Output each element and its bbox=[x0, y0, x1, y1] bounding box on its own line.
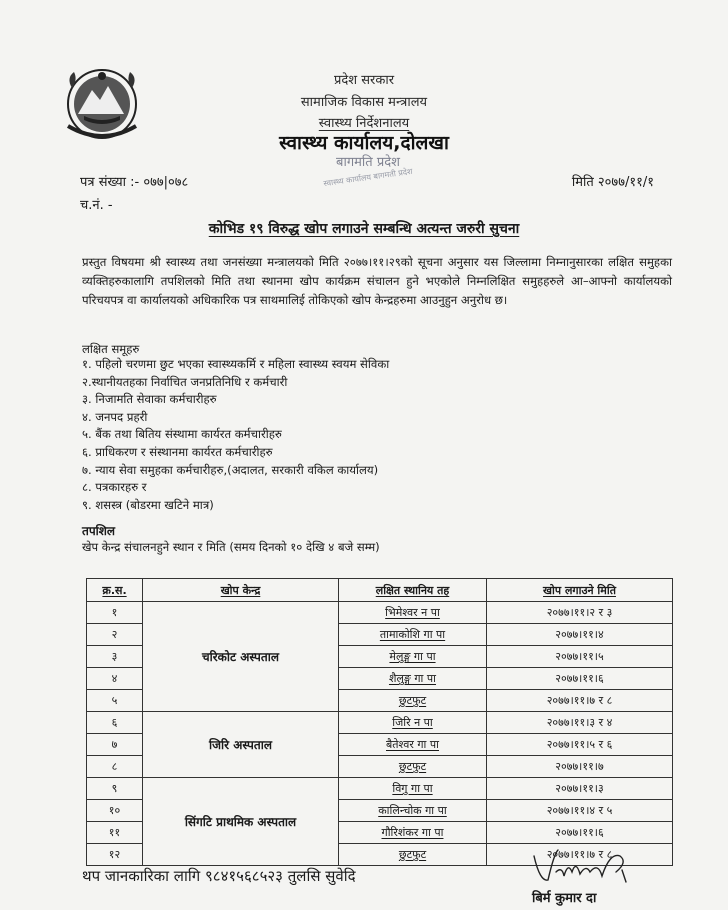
cell-sn: ९ bbox=[87, 778, 143, 800]
letter-date: मिति २०७७/११/१ bbox=[571, 175, 654, 190]
letter-number: पत्र संख्या :- ०७७|०७८ bbox=[80, 175, 189, 190]
list-item: ७. न्याय सेवा समुहका कर्मचारीहरु,(अदालत, सरकारी वकिल कार्यालय) bbox=[82, 462, 379, 477]
cell-target: भिमेश्वर न पा bbox=[339, 602, 487, 624]
cell-target: छुटफुट bbox=[339, 690, 487, 712]
target-groups-title: लक्षित समूहरु bbox=[82, 342, 140, 356]
list-item: ९. शसस्त्र (बोडरमा खटिने मात्र) bbox=[82, 497, 214, 512]
cell-date: २०७७।११।७ bbox=[487, 756, 673, 778]
cell-target: कालिन्चोक गा पा bbox=[339, 800, 487, 822]
cell-date: २०७७।११।४ र ५ bbox=[487, 800, 673, 822]
body-paragraph: प्रस्तुत विषयमा श्री स्वास्थ्य तथा जनसंख्या मन्त्रालयको मिति २०७७।११।२९को सूचना अनुसार यस जिल्लामा निम्नानुसारका लक्षित समुहका व्यक्तिहरुकालागि तपशिलको मिति तथा स्थानमा खोप कार्यक्रम संचालन हुने भएकोले निम्नलिक्षित समुहहरुले आ–आफ्नो कार्यालयको परिचयपत्र वा कार्यालयको अधिकारिक पत्र साथमालिई तोकिएको खोप केन्द्रहरुमा आउनुहुन अनुरोध छ। bbox=[82, 255, 672, 307]
details-subtitle: खेप केन्द्र संचालनहुने स्थान र मिति (समय दिनको १० देखि ४ बजे सम्म) bbox=[82, 540, 380, 554]
contact-footer: थप जानकारिका लागि ९८४१५६८५२३ तुलसि सुवेदि bbox=[82, 867, 356, 885]
header-directorate: स्वास्थ्य निर्देशनालय bbox=[318, 116, 410, 131]
cell-target: जिरि न पा bbox=[339, 712, 487, 734]
vaccination-schedule-table bbox=[86, 578, 673, 866]
header-ministry: सामाजिक विकास मन्त्रालय bbox=[300, 95, 428, 110]
list-item: ५. बैंक तथा बितिय संस्थामा कार्यरत कर्मचारीहरु bbox=[82, 427, 282, 442]
cell-sn: १२ bbox=[87, 844, 143, 866]
cell-date: २०७७।११।२ र ३ bbox=[487, 602, 673, 624]
list-item: २.स्थानीयतहका निर्वाचित जनप्रतिनिधि र कर्मचारी bbox=[82, 374, 288, 389]
cell-target: गौरिशंकर गा पा bbox=[339, 822, 487, 844]
cell-date: २०७७।११।६ bbox=[487, 668, 673, 690]
cell-sn: ३ bbox=[87, 646, 143, 668]
signer-name: बिर्म कुमार दा bbox=[532, 891, 597, 906]
cell-target: छुटफुट bbox=[339, 844, 487, 866]
office-stamp bbox=[312, 152, 424, 196]
cell-date: २०७७।११।५ bbox=[487, 646, 673, 668]
target-groups-list bbox=[82, 356, 642, 514]
cell-center: सिंगटि प्राथमिक अस्पताल bbox=[143, 778, 339, 866]
col-header-sn: क्र.स. bbox=[87, 579, 143, 602]
handwritten-signature bbox=[528, 842, 640, 892]
cell-date: २०७७।११।५ र ६ bbox=[487, 734, 673, 756]
header-office-name: स्वास्थ्य कार्यालय,दोलखा bbox=[279, 132, 449, 154]
cell-sn: ७ bbox=[87, 734, 143, 756]
cell-target: विगु गा पा bbox=[339, 778, 487, 800]
cell-date: २०७७।११।७ र ८ bbox=[487, 844, 673, 866]
table-row bbox=[87, 712, 673, 734]
col-header-target: लक्षित स्थानिय तह bbox=[339, 579, 487, 602]
cell-date: २०७७।११।३ bbox=[487, 778, 673, 800]
list-item: ४. जनपद प्रहरी bbox=[82, 409, 148, 424]
cell-sn: ५ bbox=[87, 690, 143, 712]
cell-sn: ८ bbox=[87, 756, 143, 778]
cell-center: जिरि अस्पताल bbox=[143, 712, 339, 778]
list-item: १. पहिलो चरणमा छुट भएका स्वास्थ्यकर्मि र महिला स्वास्थ्य स्वयम सेविका bbox=[82, 357, 390, 371]
cell-target: तामाकोशि गा पा bbox=[339, 624, 487, 646]
cell-date: २०७७।११।४ bbox=[487, 624, 673, 646]
cell-sn: ६ bbox=[87, 712, 143, 734]
cell-sn: २ bbox=[87, 624, 143, 646]
cell-sn: ४ bbox=[87, 668, 143, 690]
stamp-line-2: स्वास्थ्य कार्यालय बागमती प्रदेश bbox=[322, 166, 414, 189]
cell-target: मेलुङ्ग गा पा bbox=[339, 646, 487, 668]
subject-heading: कोभिड १९ विरुद्ध खोप लगाउने सम्बन्धि अत्यन्त जरुरी सुचना bbox=[208, 221, 520, 237]
list-item: ३. निजामति सेवाका कर्मचारीहरु bbox=[82, 392, 217, 407]
cell-sn: ११ bbox=[87, 822, 143, 844]
cell-center: चरिकोट अस्पताल bbox=[143, 602, 339, 712]
col-header-center: खोप केन्द्र bbox=[143, 579, 339, 602]
list-item: ८. पत्रकारहरु र bbox=[82, 480, 147, 495]
table-row bbox=[87, 602, 673, 624]
cell-sn: १ bbox=[87, 602, 143, 624]
dispatch-number: च.नं. - bbox=[80, 198, 113, 213]
col-header-date: खोप लगाउने मिति bbox=[487, 579, 673, 602]
cell-date: २०७७।११।३ र ४ bbox=[487, 712, 673, 734]
table-row bbox=[87, 778, 673, 800]
cell-target: बैतेश्वर गा पा bbox=[339, 734, 487, 756]
cell-target: शैलुङ्ग गा पा bbox=[339, 668, 487, 690]
header-state-government: प्रदेश सरकार bbox=[333, 73, 395, 88]
list-item: ६. प्राधिकरण र संस्थानमा कार्यरत कर्मचारीहरु bbox=[82, 444, 273, 459]
stamp-line-1: बागमति प्रदेश bbox=[336, 155, 400, 170]
cell-target: छुटफुट bbox=[339, 756, 487, 778]
cell-date: २०७७।११।७ र ८ bbox=[487, 690, 673, 712]
table-header-row bbox=[87, 579, 673, 602]
cell-date: २०७७।११।६ bbox=[487, 822, 673, 844]
details-title: तपशिल bbox=[82, 524, 116, 538]
cell-sn: १० bbox=[87, 800, 143, 822]
